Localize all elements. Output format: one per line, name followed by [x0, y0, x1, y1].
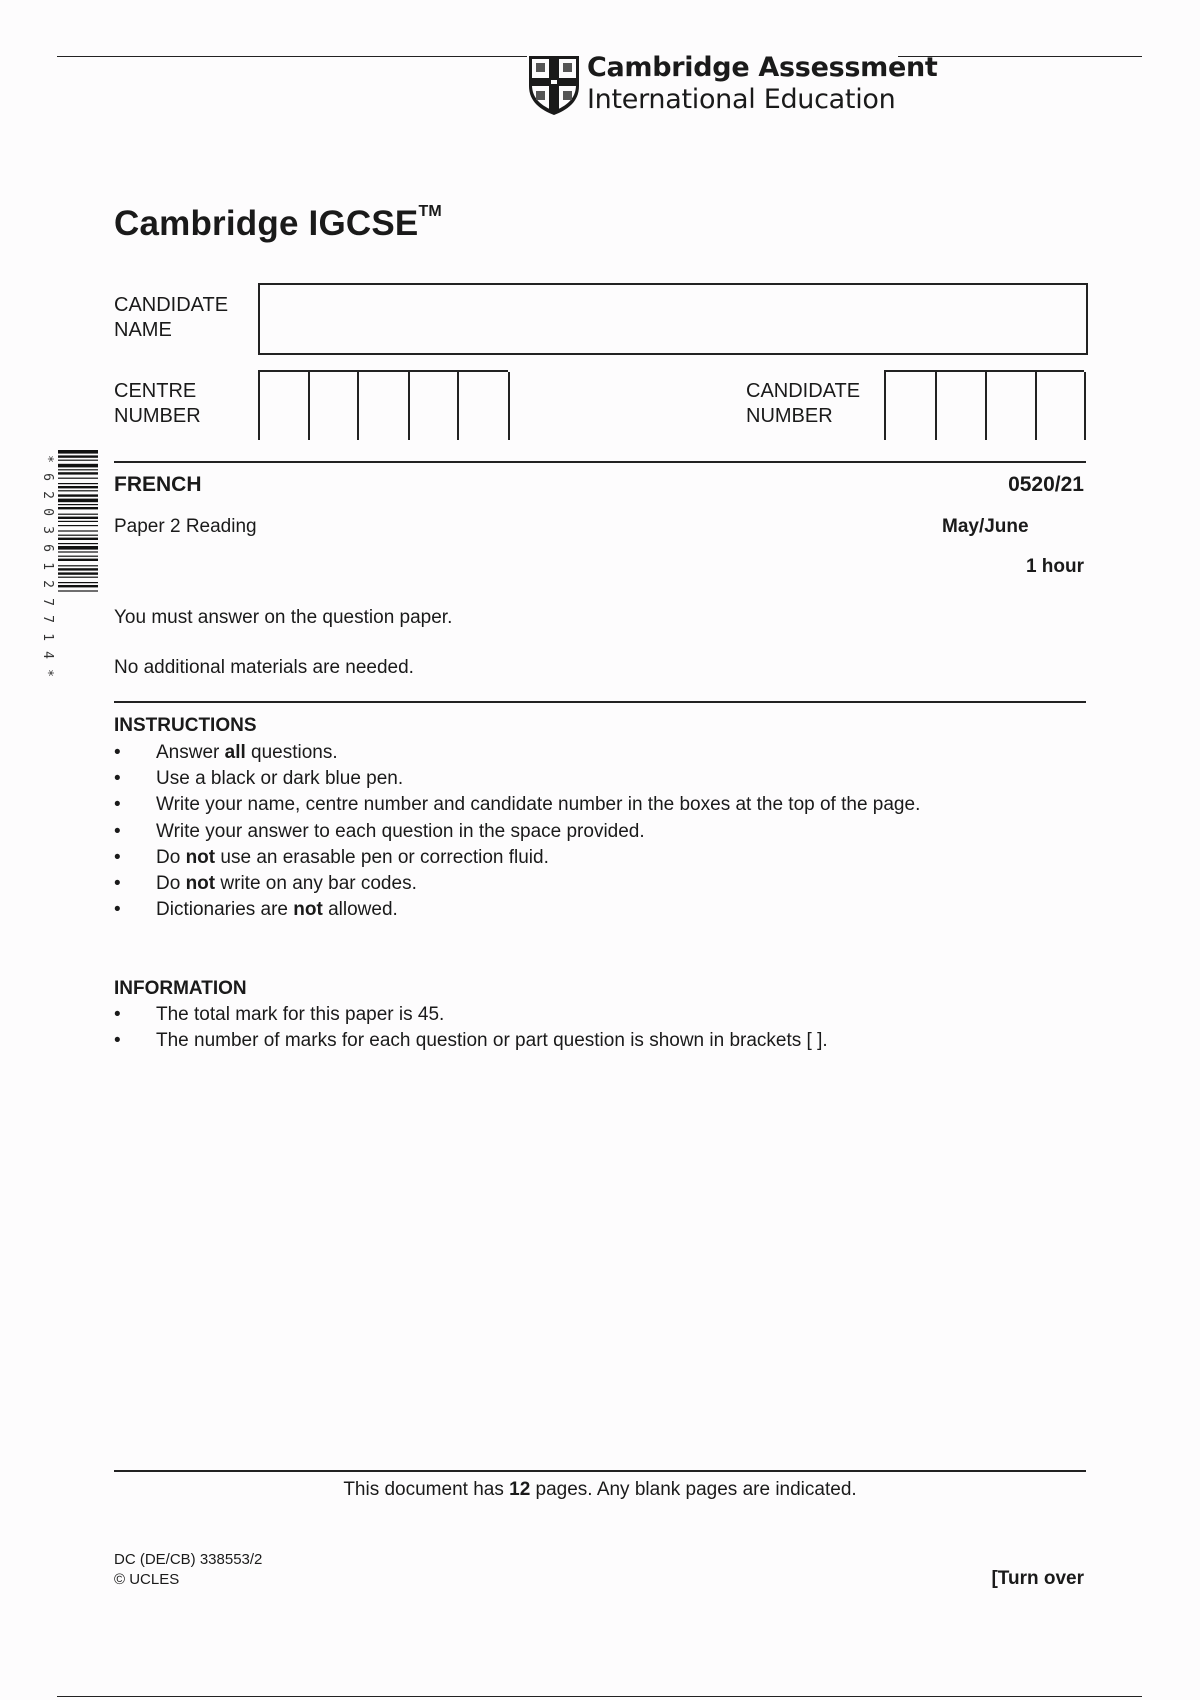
header-rule	[114, 461, 1086, 463]
document-reference: DC (DE/CB) 338553/2	[114, 1551, 263, 1568]
list-item: • Do not write on any bar codes.	[114, 872, 417, 894]
cambridge-logo	[527, 52, 938, 116]
page-count-note	[114, 1479, 1086, 1501]
list-item: • Use a black or dark blue pen.	[114, 768, 404, 790]
page-count-post: pages. Any blank pages are indicated.	[530, 1479, 857, 1500]
barcode-digit: 1	[39, 562, 55, 570]
candidate-number-boxes	[884, 370, 1084, 440]
copyright: © UCLES	[114, 1571, 180, 1588]
information-heading: INFORMATION	[114, 978, 247, 999]
centre-number-cell[interactable]	[357, 372, 408, 440]
paper-name: Paper 2 Reading	[114, 516, 257, 537]
logo-line-1: Cambridge Assessment	[587, 52, 938, 83]
title-text: Cambridge IGCSE	[114, 204, 419, 243]
page-count-pre: This document has	[343, 1479, 510, 1500]
barcode-digit: 2	[39, 579, 55, 588]
centre-number-label	[114, 379, 201, 429]
candidate-number-cell[interactable]	[985, 372, 1035, 440]
instructions-rule	[114, 701, 1086, 703]
barcode-digit: 3	[39, 526, 55, 535]
bottom-rule	[57, 1696, 1142, 1697]
centre-number-cell[interactable]	[408, 372, 457, 440]
materials-note: No additional materials are needed.	[114, 657, 414, 678]
barcode-digit: 2	[39, 490, 55, 499]
candidate-number-cell[interactable]	[1035, 372, 1086, 440]
candidate-name-label-line2: NAME	[114, 319, 172, 341]
logo-line-2: International Education	[587, 84, 896, 115]
candidate-number-cell[interactable]	[884, 372, 935, 440]
barcode-digit: 0	[39, 508, 55, 517]
instructions-list	[114, 740, 920, 923]
list-item: • Answer all questions.	[114, 742, 338, 763]
list-item: • Dictionaries are not allowed.	[114, 899, 398, 921]
centre-number-boxes	[258, 370, 508, 440]
page-title	[114, 204, 442, 244]
list-item: • Do not use an erasable pen or correction fluid.	[114, 846, 549, 868]
list-item: • Write your answer to each question in the space provided.	[114, 820, 645, 842]
list-item: • The number of marks for each question or part question is shown in brackets [ ].	[114, 1030, 828, 1052]
subject-name: FRENCH	[114, 473, 202, 496]
barcode-digit: 4	[39, 651, 55, 660]
turn-over: [Turn over	[991, 1568, 1084, 1589]
list-item: • The total mark for this paper is 45.	[114, 1004, 445, 1025]
answer-note: You must answer on the question paper.	[114, 607, 453, 628]
candidate-number-cell[interactable]	[935, 372, 985, 440]
barcode-digit: 1	[39, 633, 55, 642]
paper-code: 0520/21	[1008, 473, 1084, 496]
information-list	[114, 1002, 828, 1054]
candidate-name-label-line1: CANDIDATE	[114, 294, 229, 316]
list-item: • Write your name, centre number and candidate number in the boxes at the top of the page.	[114, 794, 921, 816]
barcode-digit: 6	[39, 472, 55, 481]
page-count-number: 12	[509, 1479, 531, 1500]
candidate-number-label-line2: NUMBER	[746, 405, 833, 427]
centre-number-cell[interactable]	[308, 372, 357, 440]
centre-number-label-line1: CENTRE	[114, 380, 197, 402]
centre-number-cell[interactable]	[258, 372, 308, 440]
barcode-digit: 7	[39, 615, 55, 624]
barcode-digit: 7	[39, 597, 55, 606]
candidate-name-input[interactable]	[258, 283, 1088, 355]
centre-number-label-line2: NUMBER	[114, 405, 201, 427]
barcode-digit: 6	[39, 544, 55, 553]
candidate-number-label	[746, 379, 860, 429]
exam-duration: 1 hour	[1025, 556, 1084, 577]
barcode-digit: *	[39, 669, 55, 677]
top-rule-left	[57, 56, 527, 57]
candidate-number-label-line1: CANDIDATE	[746, 380, 861, 402]
barcode-digit: *	[39, 455, 55, 463]
exam-session: May/June	[942, 516, 1029, 537]
barcode-digits	[40, 452, 54, 680]
footer-rule	[114, 1470, 1086, 1472]
instructions-heading: INSTRUCTIONS	[114, 715, 257, 736]
centre-number-cell[interactable]	[457, 372, 510, 440]
candidate-name-label	[114, 293, 228, 343]
university-shield-icon	[527, 54, 581, 116]
trademark: TM	[418, 203, 442, 221]
